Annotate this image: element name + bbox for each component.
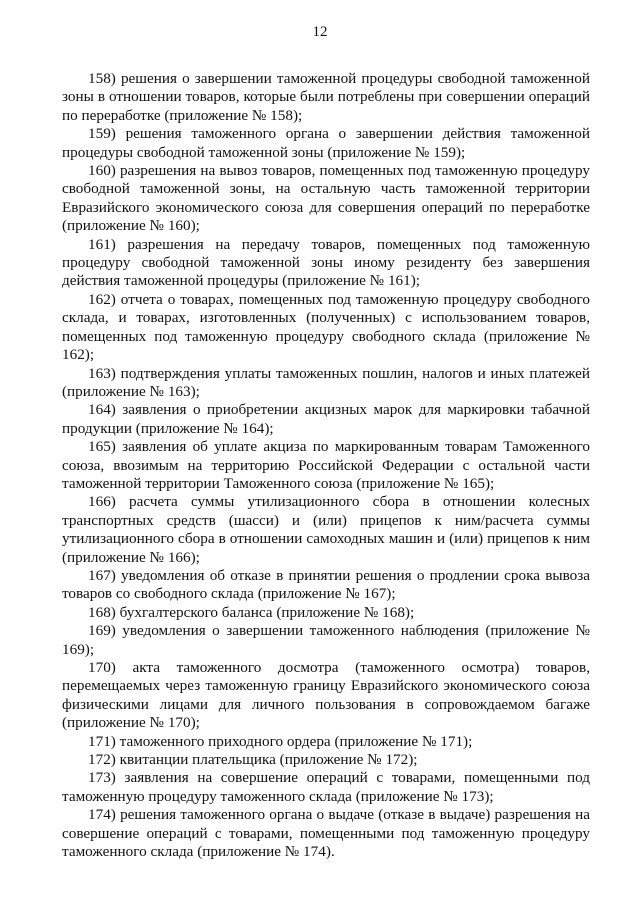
list-item: 170) акта таможенного досмотра (таможенного осмотра) товаров, перемещаемых через таможенную границу Евразийского экономического союза физическими лицами для личного пользования в сопровождаемом багаже (приложение № 170); bbox=[62, 659, 590, 732]
list-item: 167) уведомления об отказе в принятии решения о продлении срока вывоза товаров со свободного склада (приложение № 167); bbox=[62, 566, 590, 603]
list-item: 168) бухгалтерского баланса (приложение № 168); bbox=[88, 603, 415, 621]
list-item: 162) отчета о товарах, помещенных под таможенную процедуру свободного склада, и товарах, изготовленных (полученных) с использованием товаров, помещенных под таможенную процедуру свободного склада (приложение № 162); bbox=[62, 290, 590, 364]
list-item: 171) таможенного приходного ордера (приложение № 171); bbox=[88, 732, 473, 750]
list-item: 160) разрешения на вывоз товаров, помещенных под таможенную процедуру свободной таможенной зоны, на остальную часть таможенной территории Евразийского экономического союза для совершения операций по переработке (приложение № 160); bbox=[62, 162, 590, 235]
list-item: 163) подтверждения уплаты таможенных пошлин, налогов и иных платежей (приложение № 163); bbox=[62, 364, 590, 400]
page-number: 12 bbox=[312, 24, 328, 40]
list-item: 173) заявления на совершение операций с товарами, помещенными под таможенную процедуру таможенного склада (приложение № 173); bbox=[62, 769, 590, 805]
list-item: 172) квитанции плательщика (приложение № 172); bbox=[88, 751, 418, 769]
list-item: 159) решения таможенного органа о завершении действия таможенной процедуры свободной таможенной зоны (приложение № 159); bbox=[62, 125, 590, 161]
list-item: 165) заявления об уплате акциза по маркированным товарам Таможенного союза, ввозимым на территорию Российской Федерации с остальной части таможенной территории Таможенного союза (приложение № 165); bbox=[62, 438, 590, 492]
list-item: 174) решения таможенного органа о выдаче (отказе в выдаче) разрешения на совершение операций с товарами, помещенными под таможенную процедуру таможенного склада (приложение № 174). bbox=[62, 806, 590, 861]
list-item: 164) заявления о приобретении акцизных марок для маркировки табачной продукции (приложение № 164); bbox=[62, 401, 590, 437]
list-item: 169) уведомления о завершении таможенного наблюдения (приложение № 169); bbox=[62, 622, 590, 658]
document-body bbox=[62, 70, 590, 861]
list-item: 161) разрешения на передачу товаров, помещенных под таможенную процедуру свободной таможенной зоны иному резиденту без завершения действия таможенной процедуры (приложение № 161); bbox=[62, 235, 590, 290]
list-item: 166) расчета суммы утилизационного сбора в отношении колесных транспортных средств (шасси) и (или) прицепов к ним/расчета суммы утилизационного сбора в отношении самоходных машин и (или) прицепов к ним (приложение № 166); bbox=[62, 493, 590, 566]
list-item: 158) решения о завершении таможенной процедуры свободной таможенной зоны в отношении товаров, которые были потреблены при совершении операций по переработке (приложение № 158); bbox=[62, 70, 590, 124]
